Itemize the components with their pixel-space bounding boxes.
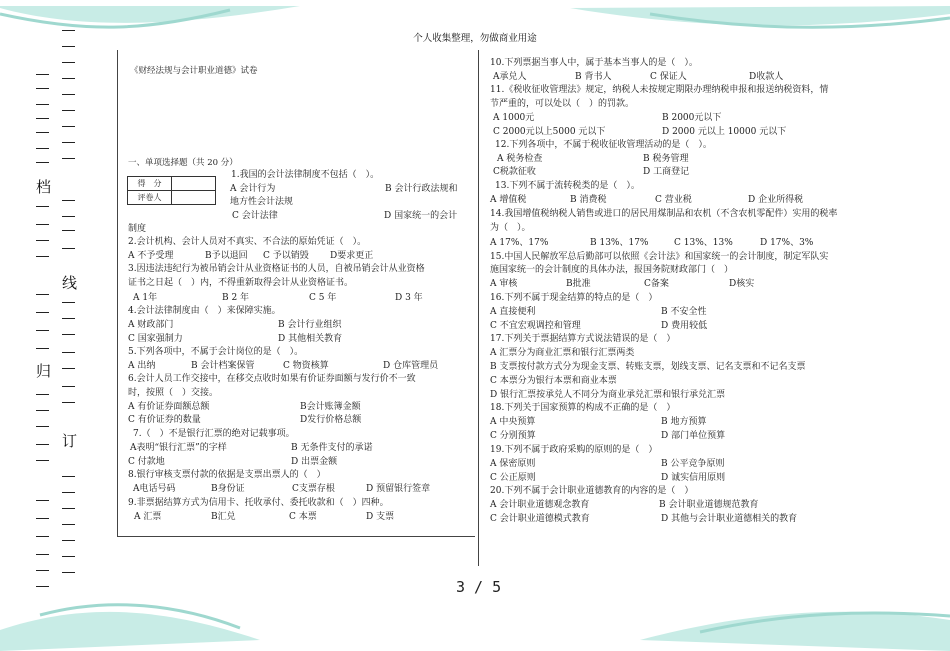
left-question-line: 证书之日起（ ）内，不得重新取得会计从业资格证书。 bbox=[128, 278, 354, 288]
binding-dash bbox=[36, 348, 49, 349]
left-question-line: C 物资核算 bbox=[283, 361, 329, 371]
binding-dash bbox=[62, 492, 75, 493]
binding-dash bbox=[36, 224, 49, 225]
right-question-line: B批准 bbox=[566, 279, 591, 289]
left-question-line: D 仓库管理员 bbox=[383, 361, 439, 371]
right-question-line: C 公正原则 bbox=[490, 473, 536, 483]
left-question-line: B 会计行政法规和 bbox=[385, 184, 458, 194]
right-question-line: A 直接便利 bbox=[490, 307, 536, 317]
grader-cell[interactable] bbox=[172, 191, 216, 205]
right-question-line: B 13%、17% bbox=[590, 238, 649, 248]
binding-dash bbox=[62, 302, 75, 303]
binding-dash bbox=[36, 586, 49, 587]
binding-dash bbox=[62, 556, 75, 557]
right-question-line: A 1000元 bbox=[493, 113, 535, 123]
binding-dash bbox=[62, 524, 75, 525]
binding-dash bbox=[36, 330, 49, 331]
binding-dash bbox=[36, 518, 49, 519]
left-question-line: 2.会计机构、会计人员对不真实、不合法的原始凭证（ ）。 bbox=[128, 237, 367, 247]
left-question-line: A 有价证券面额总额 bbox=[128, 402, 210, 412]
right-question-line: A 会计职业道德观念教育 bbox=[490, 500, 590, 510]
binding-dash bbox=[62, 402, 75, 403]
section-title: 一、单项选择题（共 20 分） bbox=[128, 158, 238, 168]
right-question-line: D 银行汇票按承兑人不同分为商业承兑汇票和银行承兑汇票 bbox=[490, 390, 726, 400]
binding-dash bbox=[62, 94, 75, 95]
left-question-line: D发行价格总额 bbox=[300, 415, 362, 425]
left-question-line: B身份证 bbox=[211, 484, 245, 494]
right-question-line: A 汇票分为商业汇票和银行汇票两类 bbox=[490, 348, 635, 358]
right-question-line: C税款征收 bbox=[493, 167, 536, 177]
binding-dash bbox=[36, 312, 49, 313]
binding-dash bbox=[62, 230, 75, 231]
right-question-line: C 分别预算 bbox=[490, 431, 536, 441]
left-bottom-line bbox=[117, 536, 475, 537]
right-question-line: B 2000元以下 bbox=[662, 113, 722, 123]
right-question-line: C 本票分为银行本票和商业本票 bbox=[490, 376, 617, 386]
binding-dash bbox=[36, 554, 49, 555]
right-question-line: 15.中国人民解放军总后勤部可以依照《会计法》和国家统一的会计制度，制定军队实 bbox=[490, 252, 829, 262]
binding-char-gui: 归 bbox=[36, 362, 52, 380]
right-question-line: B 税务管理 bbox=[643, 154, 689, 164]
binding-dash bbox=[62, 46, 75, 47]
left-question-line: B 会计档案保管 bbox=[191, 361, 255, 371]
right-question-line: D 企业所得税 bbox=[748, 195, 804, 205]
left-question-line: 7.（ ）不是银行汇票的绝对记载事项。 bbox=[133, 429, 295, 439]
binding-dash bbox=[62, 368, 75, 369]
left-question-line: A 1年 bbox=[133, 293, 158, 303]
left-question-line: C支票存根 bbox=[292, 484, 335, 494]
right-question-line: 13.下列不属于流转税类的是（ ）。 bbox=[495, 181, 640, 191]
left-question-line: C 国家强制力 bbox=[128, 334, 183, 344]
right-question-line: 12.下列各项中，不属于税收征收管理活动的是（ ）。 bbox=[495, 140, 712, 150]
page-header-note: 个人收集整理，勿做商业用途 bbox=[413, 33, 537, 44]
binding-dash bbox=[36, 256, 49, 257]
right-question-line: A 增值税 bbox=[490, 195, 527, 205]
binding-dash bbox=[62, 200, 75, 201]
right-question-line: C 营业税 bbox=[655, 195, 692, 205]
binding-dash bbox=[36, 500, 49, 501]
left-question-line: C 5 年 bbox=[309, 293, 337, 303]
left-question-line: D 预留银行签章 bbox=[366, 484, 431, 494]
binding-dash bbox=[62, 126, 75, 127]
left-question-line: A 不予受理 bbox=[128, 251, 174, 261]
right-question-line: B 地方预算 bbox=[661, 417, 707, 427]
binding-dash bbox=[62, 386, 75, 387]
binding-dash bbox=[36, 410, 49, 411]
binding-dash bbox=[62, 334, 75, 335]
binding-dash bbox=[62, 216, 75, 217]
right-question-line: 10.下列票据当事人中，属于基本当事人的是（ ）。 bbox=[490, 58, 698, 68]
binding-dash bbox=[36, 118, 49, 119]
binding-dash bbox=[36, 294, 49, 295]
right-question-line: B 会计职业道德规范教育 bbox=[659, 500, 759, 510]
binding-dash bbox=[62, 62, 75, 63]
right-question-line: C 不宜宏观调控和管理 bbox=[490, 321, 581, 331]
left-question-line: D 3 年 bbox=[395, 293, 423, 303]
left-question-line: 1.我国的会计法律制度不包括（ ）。 bbox=[231, 170, 380, 180]
binding-dash bbox=[36, 206, 49, 207]
left-question-line: D要求更正 bbox=[330, 251, 374, 261]
right-question-line: D核实 bbox=[729, 279, 755, 289]
right-question-line: C备案 bbox=[644, 279, 669, 289]
right-question-line: 16.下列不属于现金结算的特点的是（ ） bbox=[490, 293, 658, 303]
binding-dash bbox=[62, 476, 75, 477]
left-question-line: A 汇票 bbox=[134, 512, 162, 522]
binding-dash bbox=[62, 540, 75, 541]
left-question-line: A 会计行为 bbox=[230, 184, 276, 194]
score-cell[interactable] bbox=[172, 177, 216, 191]
right-question-line: D收款人 bbox=[749, 72, 784, 82]
right-question-line: B 支票按付款方式分为现金支票、转账支票，划线支票、记名支票和不记名支票 bbox=[490, 362, 806, 372]
right-question-line: 19.下列不属于政府采购的原则的是（ ） bbox=[490, 445, 658, 455]
left-question-line: A表明“银行汇票”的字样 bbox=[130, 443, 227, 453]
left-question-line: A电话号码 bbox=[133, 484, 176, 494]
binding-dash bbox=[62, 352, 75, 353]
binding-margin bbox=[34, 30, 82, 600]
left-question-line: B会计账簿金额 bbox=[300, 402, 361, 412]
left-question-line: D 国家统一的会计 bbox=[384, 211, 458, 221]
left-question-line: 时，按照（ ）交接。 bbox=[128, 388, 219, 398]
right-question-line: 节严重的，可以处以（ ）的罚款。 bbox=[490, 99, 635, 109]
binding-dash bbox=[62, 318, 75, 319]
right-question-line: C 2000元以上5000 元以下 bbox=[493, 127, 606, 137]
right-question-line: A 17%、17% bbox=[490, 238, 549, 248]
right-question-line: 20.下列不属于会计职业道德教育的内容的是（ ） bbox=[490, 486, 694, 496]
left-question-line: D 其他相关教育 bbox=[278, 334, 343, 344]
left-question-line: C 本票 bbox=[289, 512, 317, 522]
left-question-line: 8.银行审核支票付款的依据是支票出票人的（ ） bbox=[128, 470, 326, 480]
right-question-line: D 诚实信用原则 bbox=[661, 473, 726, 483]
right-question-line: B 消费税 bbox=[570, 195, 607, 205]
binding-dash bbox=[62, 508, 75, 509]
right-question-line: 11.《税收征收管理法》规定，纳税人未按规定期限办理纳税申报和报送纳税资料，情 bbox=[490, 85, 829, 95]
left-question-line: A 财政部门 bbox=[128, 320, 174, 330]
binding-dash bbox=[36, 570, 49, 571]
binding-dash bbox=[62, 572, 75, 573]
right-question-line: D 2000 元以上 10000 元以下 bbox=[662, 127, 787, 137]
right-question-line: A 审核 bbox=[490, 279, 518, 289]
right-question-line: A 中央预算 bbox=[490, 417, 536, 427]
left-question-line: C 付款地 bbox=[128, 457, 165, 467]
left-question-line: A 出纳 bbox=[128, 361, 156, 371]
binding-dash bbox=[62, 110, 75, 111]
left-question-line: D 支票 bbox=[366, 512, 395, 522]
right-question-line: B 不安全性 bbox=[661, 307, 707, 317]
right-question-line: D 工商登记 bbox=[643, 167, 690, 177]
binding-dash bbox=[36, 132, 49, 133]
page-number: 3 / 5 bbox=[456, 578, 502, 596]
left-question-line: C 予以销毁 bbox=[263, 251, 309, 261]
left-question-line: B予以退回 bbox=[205, 251, 248, 261]
left-question-line: 5.下列各项中，不属于会计岗位的是（ ）。 bbox=[128, 347, 304, 357]
grader-label: 评卷人 bbox=[128, 191, 172, 205]
left-question-line: B 无条件支付的承诺 bbox=[291, 443, 373, 453]
right-question-line: D 其他与会计职业道德相关的教育 bbox=[661, 514, 798, 524]
binding-char-xian: 线 bbox=[62, 274, 78, 292]
right-question-line: D 部门单位预算 bbox=[661, 431, 726, 441]
binding-dash bbox=[36, 460, 49, 461]
left-question-line: 地方性会计法规 bbox=[230, 197, 294, 207]
right-question-line: B 背书人 bbox=[575, 72, 612, 82]
right-question-line: C 13%、13% bbox=[674, 238, 733, 248]
left-question-line: 制度 bbox=[128, 224, 147, 234]
right-question-line: 为（ ）。 bbox=[490, 223, 531, 233]
right-question-line: 施国家统一的会计制度的具体办法，报国务院财政部门（ ） bbox=[490, 265, 734, 275]
binding-dash bbox=[36, 148, 49, 149]
score-table bbox=[127, 176, 216, 205]
binding-dash bbox=[36, 444, 49, 445]
right-question-line: C 保证人 bbox=[650, 72, 687, 82]
left-question-line: B 会计行业组织 bbox=[278, 320, 342, 330]
left-frame-line bbox=[117, 50, 118, 536]
right-question-line: A 税务检查 bbox=[497, 154, 543, 164]
column-divider bbox=[478, 50, 479, 566]
left-question-line: 9.非票据结算方式为信用卡、托收承付、委托收款和（ ）四种。 bbox=[128, 498, 389, 508]
right-question-line: 17.下列关于票据结算方式说法错误的是（ ） bbox=[490, 334, 676, 344]
binding-dash bbox=[36, 162, 49, 163]
right-question-line: A承兑人 bbox=[493, 72, 527, 82]
binding-dash bbox=[62, 248, 75, 249]
binding-dash bbox=[36, 240, 49, 241]
left-question-line: 4.会计法律制度由（ ）来保障实施。 bbox=[128, 306, 281, 316]
right-question-line: B 公平竞争原则 bbox=[661, 459, 725, 469]
left-question-line: 6.会计人员工作交接中，在移交点收时如果有价证券面额与发行价不一致 bbox=[128, 374, 416, 384]
binding-dash bbox=[62, 78, 75, 79]
left-question-line: B 2 年 bbox=[222, 293, 250, 303]
left-question-line: 3.因违法违纪行为被吊销会计从业资格证书的人员，自被吊销会计从业资格 bbox=[128, 264, 425, 274]
score-label: 得 分 bbox=[128, 177, 172, 191]
left-question-line: C 有价证券的数量 bbox=[128, 415, 201, 425]
left-question-line: B汇兑 bbox=[211, 512, 236, 522]
binding-dash bbox=[62, 30, 75, 31]
left-question-line: D 出票金额 bbox=[291, 457, 338, 467]
right-question-line: C 会计职业道德模式教育 bbox=[490, 514, 590, 524]
binding-dash bbox=[36, 74, 49, 75]
exam-title: 《财经法规与会计职业道德》试卷 bbox=[130, 66, 258, 76]
left-question-line: C 会计法律 bbox=[232, 211, 278, 221]
right-question-line: 18.下列关于国家预算的构成不正确的是（ ） bbox=[490, 403, 676, 413]
binding-dash bbox=[36, 394, 49, 395]
binding-dash bbox=[36, 104, 49, 105]
binding-char-dang: 档 bbox=[36, 178, 52, 196]
right-question-line: 14.我国增值税纳税人销售或进口的居民用煤制品和农机（不含农机零配件）实用的税率 bbox=[490, 209, 838, 219]
right-question-line: D 17%、3% bbox=[760, 238, 814, 248]
right-question-line: A 保密原则 bbox=[490, 459, 536, 469]
right-question-line: D 费用较低 bbox=[661, 321, 708, 331]
binding-dash bbox=[36, 88, 49, 89]
binding-dash bbox=[36, 536, 49, 537]
binding-dash bbox=[62, 142, 75, 143]
binding-dash bbox=[62, 158, 75, 159]
binding-dash bbox=[36, 426, 49, 427]
binding-char-ding: 订 bbox=[62, 432, 78, 450]
